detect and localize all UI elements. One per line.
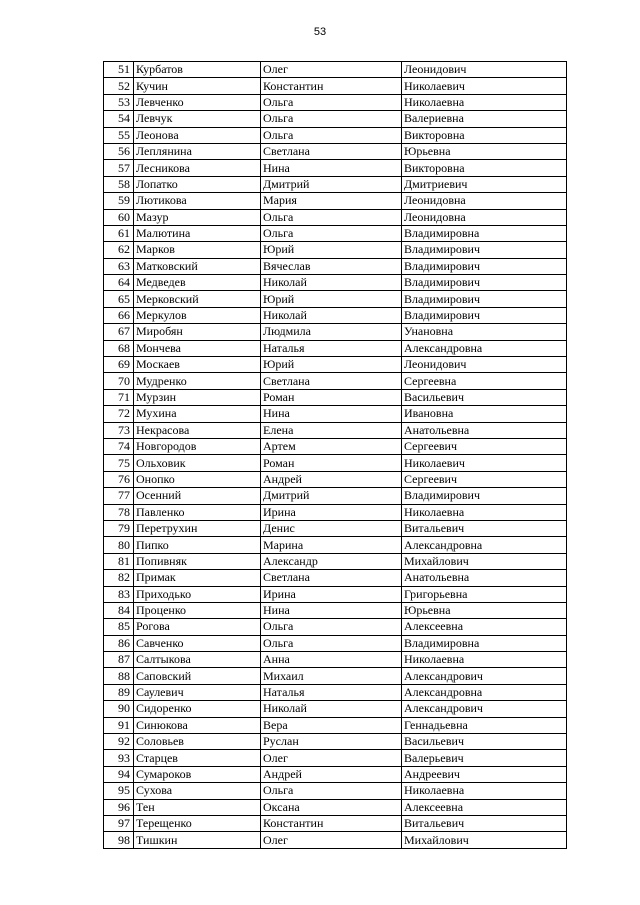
last-name-cell: Матковский <box>134 258 261 274</box>
patronymic-cell: Владимирович <box>402 242 567 258</box>
first-name-cell: Руслан <box>261 734 402 750</box>
patronymic-cell: Михайлович <box>402 553 567 569</box>
last-name-cell: Москаев <box>134 357 261 373</box>
first-name-cell: Дмитрий <box>261 176 402 192</box>
last-name-cell: Сухова <box>134 783 261 799</box>
patronymic-cell: Сергеевна <box>402 373 567 389</box>
patronymic-cell: Ивановна <box>402 406 567 422</box>
patronymic-cell: Николаевна <box>402 652 567 668</box>
last-name-cell: Сумароков <box>134 766 261 782</box>
last-name-cell: Тишкин <box>134 832 261 848</box>
first-name-cell: Оксана <box>261 799 402 815</box>
row-number-cell: 70 <box>104 373 134 389</box>
last-name-cell: Мурзин <box>134 389 261 405</box>
first-name-cell: Андрей <box>261 766 402 782</box>
row-number-cell: 94 <box>104 766 134 782</box>
first-name-cell: Олег <box>261 832 402 848</box>
first-name-cell: Наталья <box>261 340 402 356</box>
row-number-cell: 93 <box>104 750 134 766</box>
last-name-cell: Марков <box>134 242 261 258</box>
last-name-cell: Лопатко <box>134 176 261 192</box>
row-number-cell: 71 <box>104 389 134 405</box>
last-name-cell: Леонова <box>134 127 261 143</box>
first-name-cell: Роман <box>261 455 402 471</box>
last-name-cell: Малютина <box>134 225 261 241</box>
row-number-cell: 96 <box>104 799 134 815</box>
last-name-cell: Приходько <box>134 586 261 602</box>
row-number-cell: 58 <box>104 176 134 192</box>
table-row <box>104 291 567 307</box>
first-name-cell: Ольга <box>261 209 402 225</box>
row-number-cell: 57 <box>104 160 134 176</box>
row-number-cell: 54 <box>104 111 134 127</box>
table-row <box>104 455 567 471</box>
last-name-cell: Кучин <box>134 78 261 94</box>
first-name-cell: Николай <box>261 307 402 323</box>
row-number-cell: 61 <box>104 225 134 241</box>
last-name-cell: Проценко <box>134 602 261 618</box>
last-name-cell: Левчук <box>134 111 261 127</box>
table-row <box>104 78 567 94</box>
patronymic-cell: Александрович <box>402 668 567 684</box>
table-row <box>104 340 567 356</box>
row-number-cell: 56 <box>104 143 134 159</box>
last-name-cell: Мончева <box>134 340 261 356</box>
page-number: 53 <box>313 26 327 38</box>
row-number-cell: 77 <box>104 488 134 504</box>
table-row <box>104 373 567 389</box>
patronymic-cell: Владимирович <box>402 291 567 307</box>
table-row <box>104 586 567 602</box>
patronymic-cell: Владимировна <box>402 635 567 651</box>
table-row <box>104 471 567 487</box>
patronymic-cell: Васильевич <box>402 734 567 750</box>
last-name-cell: Новгородов <box>134 438 261 454</box>
last-name-cell: Саулевич <box>134 684 261 700</box>
patronymic-cell: Владимирович <box>402 275 567 291</box>
patronymic-cell: Сергеевич <box>402 438 567 454</box>
last-name-cell: Пипко <box>134 537 261 553</box>
last-name-cell: Павленко <box>134 504 261 520</box>
patronymic-cell: Васильевич <box>402 389 567 405</box>
first-name-cell: Ольга <box>261 94 402 110</box>
table-row <box>104 275 567 291</box>
patronymic-cell: Юрьевна <box>402 602 567 618</box>
patronymic-cell: Геннадьевна <box>402 717 567 733</box>
first-name-cell: Ольга <box>261 783 402 799</box>
first-name-cell: Светлана <box>261 373 402 389</box>
row-number-cell: 76 <box>104 471 134 487</box>
first-name-cell: Юрий <box>261 357 402 373</box>
row-number-cell: 84 <box>104 602 134 618</box>
first-name-cell: Анна <box>261 652 402 668</box>
table-row <box>104 143 567 159</box>
last-name-cell: Соловьев <box>134 734 261 750</box>
first-name-cell: Вера <box>261 717 402 733</box>
table-row <box>104 504 567 520</box>
patronymic-cell: Алексеевна <box>402 799 567 815</box>
row-number-cell: 60 <box>104 209 134 225</box>
patronymic-cell: Владимировна <box>402 225 567 241</box>
table-row <box>104 242 567 258</box>
last-name-cell: Лесникова <box>134 160 261 176</box>
table-row <box>104 438 567 454</box>
first-name-cell: Светлана <box>261 143 402 159</box>
row-number-cell: 74 <box>104 438 134 454</box>
last-name-cell: Салтыкова <box>134 652 261 668</box>
table-row <box>104 635 567 651</box>
patronymic-cell: Александровна <box>402 537 567 553</box>
first-name-cell: Ирина <box>261 586 402 602</box>
last-name-cell: Курбатов <box>134 62 261 78</box>
table-row <box>104 734 567 750</box>
patronymic-cell: Юрьевна <box>402 143 567 159</box>
table-row <box>104 225 567 241</box>
first-name-cell: Олег <box>261 62 402 78</box>
row-number-cell: 95 <box>104 783 134 799</box>
table-row <box>104 176 567 192</box>
patronymic-cell: Леонидович <box>402 62 567 78</box>
first-name-cell: Константин <box>261 815 402 831</box>
first-name-cell: Дмитрий <box>261 488 402 504</box>
row-number-cell: 85 <box>104 619 134 635</box>
first-name-cell: Ольга <box>261 111 402 127</box>
first-name-cell: Светлана <box>261 570 402 586</box>
first-name-cell: Ольга <box>261 225 402 241</box>
table-row <box>104 193 567 209</box>
last-name-cell: Старцев <box>134 750 261 766</box>
first-name-cell: Николай <box>261 701 402 717</box>
last-name-cell: Саповский <box>134 668 261 684</box>
row-number-cell: 59 <box>104 193 134 209</box>
row-number-cell: 89 <box>104 684 134 700</box>
patronymic-cell: Михайлович <box>402 832 567 848</box>
first-name-cell: Михаил <box>261 668 402 684</box>
patronymic-cell: Дмитриевич <box>402 176 567 192</box>
patronymic-cell: Александрович <box>402 701 567 717</box>
table-row <box>104 537 567 553</box>
row-number-cell: 98 <box>104 832 134 848</box>
patronymic-cell: Витальевич <box>402 520 567 536</box>
last-name-cell: Тен <box>134 799 261 815</box>
table-row <box>104 832 567 848</box>
first-name-cell: Николай <box>261 275 402 291</box>
table-row <box>104 652 567 668</box>
first-name-cell: Людмила <box>261 324 402 340</box>
first-name-cell: Наталья <box>261 684 402 700</box>
row-number-cell: 69 <box>104 357 134 373</box>
first-name-cell: Нина <box>261 160 402 176</box>
first-name-cell: Александр <box>261 553 402 569</box>
row-number-cell: 72 <box>104 406 134 422</box>
table-row <box>104 684 567 700</box>
patronymic-cell: Викторовна <box>402 160 567 176</box>
table-row <box>104 750 567 766</box>
table-row <box>104 422 567 438</box>
patronymic-cell: Андреевич <box>402 766 567 782</box>
last-name-cell: Попивняк <box>134 553 261 569</box>
last-name-cell: Меркулов <box>134 307 261 323</box>
table-row <box>104 668 567 684</box>
table-row <box>104 717 567 733</box>
row-number-cell: 79 <box>104 520 134 536</box>
table-row <box>104 766 567 782</box>
row-number-cell: 88 <box>104 668 134 684</box>
table-row <box>104 406 567 422</box>
patronymic-cell: Николаевна <box>402 94 567 110</box>
first-name-cell: Марина <box>261 537 402 553</box>
row-number-cell: 75 <box>104 455 134 471</box>
patronymic-cell: Владимирович <box>402 307 567 323</box>
patronymic-cell: Викторовна <box>402 127 567 143</box>
patronymic-cell: Витальевич <box>402 815 567 831</box>
first-name-cell: Ольга <box>261 635 402 651</box>
patronymic-cell: Леонидовна <box>402 209 567 225</box>
table-row <box>104 799 567 815</box>
table-row <box>104 127 567 143</box>
row-number-cell: 86 <box>104 635 134 651</box>
row-number-cell: 68 <box>104 340 134 356</box>
row-number-cell: 82 <box>104 570 134 586</box>
last-name-cell: Рогова <box>134 619 261 635</box>
last-name-cell: Медведев <box>134 275 261 291</box>
row-number-cell: 67 <box>104 324 134 340</box>
last-name-cell: Терещенко <box>134 815 261 831</box>
row-number-cell: 80 <box>104 537 134 553</box>
first-name-cell: Артем <box>261 438 402 454</box>
roster-table <box>103 61 567 849</box>
patronymic-cell: Николаевна <box>402 783 567 799</box>
first-name-cell: Роман <box>261 389 402 405</box>
last-name-cell: Сидоренко <box>134 701 261 717</box>
first-name-cell: Ирина <box>261 504 402 520</box>
last-name-cell: Некрасова <box>134 422 261 438</box>
row-number-cell: 55 <box>104 127 134 143</box>
table-row <box>104 488 567 504</box>
last-name-cell: Перетрухин <box>134 520 261 536</box>
table-row <box>104 357 567 373</box>
table-row <box>104 160 567 176</box>
row-number-cell: 92 <box>104 734 134 750</box>
row-number-cell: 51 <box>104 62 134 78</box>
table-row <box>104 570 567 586</box>
row-number-cell: 63 <box>104 258 134 274</box>
last-name-cell: Савченко <box>134 635 261 651</box>
table-row <box>104 307 567 323</box>
patronymic-cell: Валериевна <box>402 111 567 127</box>
row-number-cell: 62 <box>104 242 134 258</box>
row-number-cell: 90 <box>104 701 134 717</box>
row-number-cell: 87 <box>104 652 134 668</box>
table-row <box>104 94 567 110</box>
row-number-cell: 78 <box>104 504 134 520</box>
row-number-cell: 66 <box>104 307 134 323</box>
last-name-cell: Леплянина <box>134 143 261 159</box>
table-row <box>104 602 567 618</box>
patronymic-cell: Владимирович <box>402 488 567 504</box>
row-number-cell: 65 <box>104 291 134 307</box>
first-name-cell: Денис <box>261 520 402 536</box>
row-number-cell: 83 <box>104 586 134 602</box>
last-name-cell: Мудренко <box>134 373 261 389</box>
patronymic-cell: Леонидович <box>402 357 567 373</box>
last-name-cell: Лютикова <box>134 193 261 209</box>
patronymic-cell: Унановна <box>402 324 567 340</box>
patronymic-cell: Владимирович <box>402 258 567 274</box>
first-name-cell: Юрий <box>261 242 402 258</box>
patronymic-cell: Григорьевна <box>402 586 567 602</box>
first-name-cell: Андрей <box>261 471 402 487</box>
patronymic-cell: Леонидовна <box>402 193 567 209</box>
table-row <box>104 783 567 799</box>
table-row <box>104 62 567 78</box>
first-name-cell: Елена <box>261 422 402 438</box>
last-name-cell: Мерковский <box>134 291 261 307</box>
roster-table-body <box>104 62 567 849</box>
last-name-cell: Мазур <box>134 209 261 225</box>
table-row <box>104 553 567 569</box>
row-number-cell: 64 <box>104 275 134 291</box>
last-name-cell: Мухина <box>134 406 261 422</box>
row-number-cell: 81 <box>104 553 134 569</box>
patronymic-cell: Александровна <box>402 684 567 700</box>
first-name-cell: Нина <box>261 602 402 618</box>
row-number-cell: 73 <box>104 422 134 438</box>
table-row <box>104 389 567 405</box>
patronymic-cell: Сергеевич <box>402 471 567 487</box>
first-name-cell: Ольга <box>261 619 402 635</box>
row-number-cell: 53 <box>104 94 134 110</box>
table-row <box>104 111 567 127</box>
patronymic-cell: Анатольевна <box>402 422 567 438</box>
table-row <box>104 815 567 831</box>
row-number-cell: 52 <box>104 78 134 94</box>
table-row <box>104 520 567 536</box>
last-name-cell: Примак <box>134 570 261 586</box>
first-name-cell: Олег <box>261 750 402 766</box>
last-name-cell: Синюкова <box>134 717 261 733</box>
first-name-cell: Ольга <box>261 127 402 143</box>
first-name-cell: Юрий <box>261 291 402 307</box>
table-row <box>104 701 567 717</box>
patronymic-cell: Алексеевна <box>402 619 567 635</box>
table-row <box>104 619 567 635</box>
table-row <box>104 324 567 340</box>
patronymic-cell: Николаевич <box>402 455 567 471</box>
first-name-cell: Вячеслав <box>261 258 402 274</box>
last-name-cell: Ольховик <box>134 455 261 471</box>
patronymic-cell: Валерьевич <box>402 750 567 766</box>
table-row <box>104 209 567 225</box>
patronymic-cell: Александровна <box>402 340 567 356</box>
first-name-cell: Константин <box>261 78 402 94</box>
row-number-cell: 91 <box>104 717 134 733</box>
last-name-cell: Левченко <box>134 94 261 110</box>
last-name-cell: Онопко <box>134 471 261 487</box>
last-name-cell: Осенний <box>134 488 261 504</box>
row-number-cell: 97 <box>104 815 134 831</box>
patronymic-cell: Николаевич <box>402 78 567 94</box>
patronymic-cell: Николаевна <box>402 504 567 520</box>
patronymic-cell: Анатольевна <box>402 570 567 586</box>
last-name-cell: Миробян <box>134 324 261 340</box>
table-row <box>104 258 567 274</box>
first-name-cell: Нина <box>261 406 402 422</box>
first-name-cell: Мария <box>261 193 402 209</box>
